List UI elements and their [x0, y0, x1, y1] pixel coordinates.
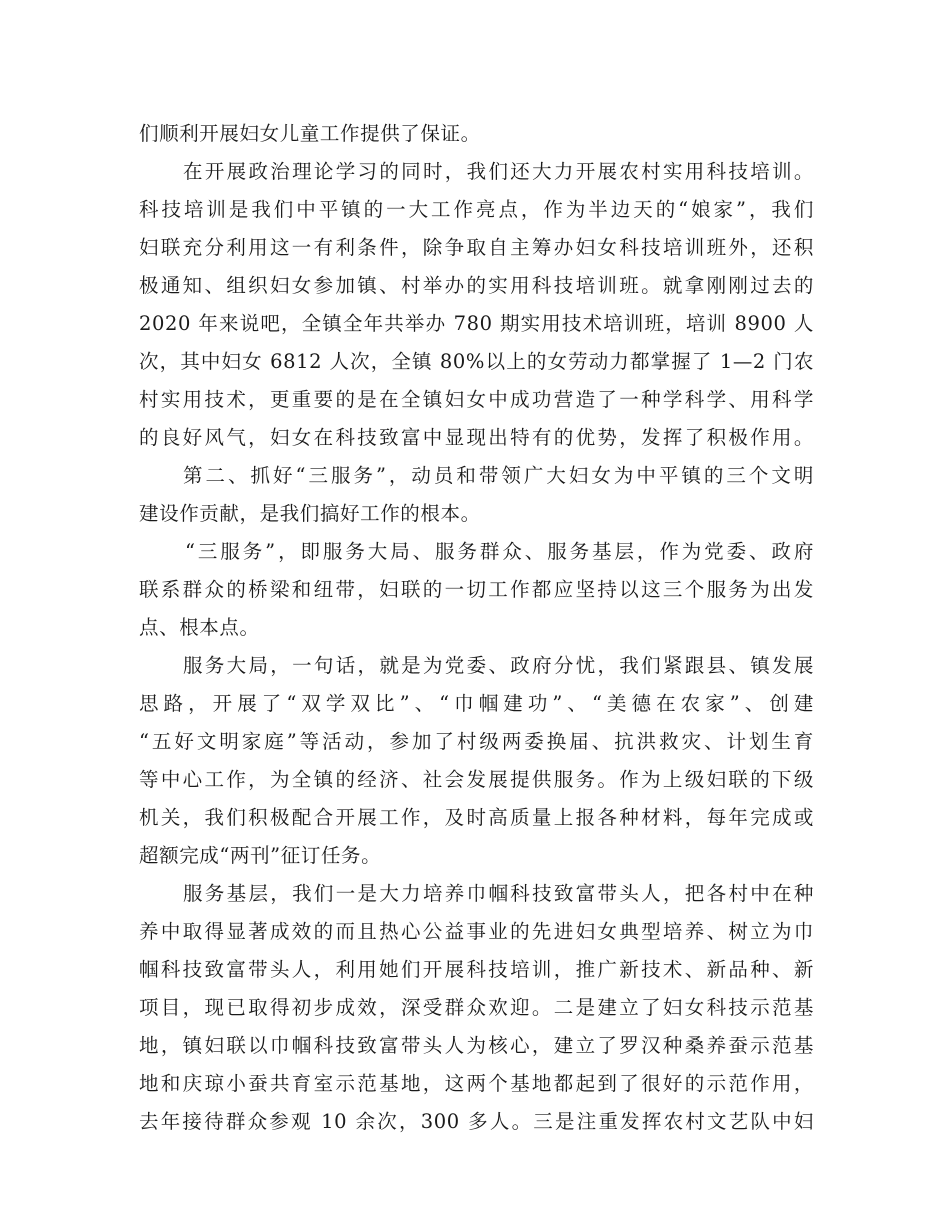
text-line-1: 们顺利开展妇女儿童工作提供了保证。: [139, 122, 481, 145]
text-line-12: “三服务”，即服务大局、服务群众、服务基层，作为党委、政府: [185, 540, 814, 563]
text-line-3: 科技培训是我们中平镇的一大工作亮点，作为半边天的“娘家”，我们: [139, 198, 814, 221]
text-line-8: 村实用技术，更重要的是在全镇妇女中成功营造了一种学科学、用科学: [139, 388, 814, 411]
text-line-20: 超额完成“两刊”征订任务。: [139, 844, 382, 867]
text-line-26: 地和庆琼小蚕共育室示范基地，这两个基地都起到了很好的示范作用，: [139, 1072, 814, 1095]
text-line-23: 帼科技致富带头人，利用她们开展科技培训，推广新技术、新品种、新: [139, 958, 814, 981]
text-line-16: 思路，开展了“双学双比”、“巾帼建功”、“美德在农家”、创建: [139, 692, 814, 715]
text-line-19: 机关，我们积极配合开展工作，及时高质量上报各种材料，每年完成或: [139, 806, 814, 829]
text-line-11: 建设作贡献，是我们搞好工作的根本。: [139, 502, 481, 525]
text-line-7: 次，其中妇女 6812 人次，全镇 80%以上的女劳动力都掌握了 1—2 门农: [139, 350, 814, 373]
text-line-25: 地，镇妇联以巾帼科技致富带头人为核心，建立了罗汉种桑养蚕示范基: [139, 1034, 814, 1057]
text-line-15: 服务大局，一句话，就是为党委、政府分忧，我们紧跟县、镇发展: [183, 654, 814, 677]
text-line-17: “五好文明家庭”等活动，参加了村级两委换届、抗洪救灾、计划生育: [139, 730, 814, 753]
text-line-27: 去年接待群众参观 10 余次，300 多人。三是注重发挥农村文艺队中妇: [139, 1110, 814, 1133]
text-line-6: 2020 年来说吧，全镇全年共举办 780 期实用技术培训班，培训 8900 人: [139, 312, 814, 335]
text-line-18: 等中心工作，为全镇的经济、社会发展提供服务。作为上级妇联的下级: [139, 768, 814, 791]
text-line-2: 在开展政治理论学习的同时，我们还大力开展农村实用科技培训。: [183, 160, 814, 183]
text-line-14: 点、根本点。: [139, 616, 260, 639]
text-line-4: 妇联充分利用这一有利条件，除争取自主筹办妇女科技培训班外，还积: [139, 236, 814, 259]
text-line-22: 养中取得显著成效的而且热心公益事业的先进妇女典型培养、树立为巾: [139, 920, 814, 943]
text-line-10: 第二、抓好“三服务”，动员和带领广大妇女为中平镇的三个文明: [183, 464, 814, 487]
text-line-24: 项目，现已取得初步成效，深受群众欢迎。二是建立了妇女科技示范基: [139, 996, 814, 1019]
text-line-13: 联系群众的桥梁和纽带，妇联的一切工作都应坚持以这三个服务为出发: [139, 578, 814, 601]
text-line-5: 极通知、组织妇女参加镇、村举办的实用科技培训班。就拿刚刚过去的: [139, 274, 814, 297]
text-line-21: 服务基层，我们一是大力培养巾帼科技致富带头人，把各村中在种: [183, 882, 814, 905]
text-line-9: 的良好风气，妇女在科技致富中显现出特有的优势，发挥了积极作用。: [139, 426, 814, 449]
